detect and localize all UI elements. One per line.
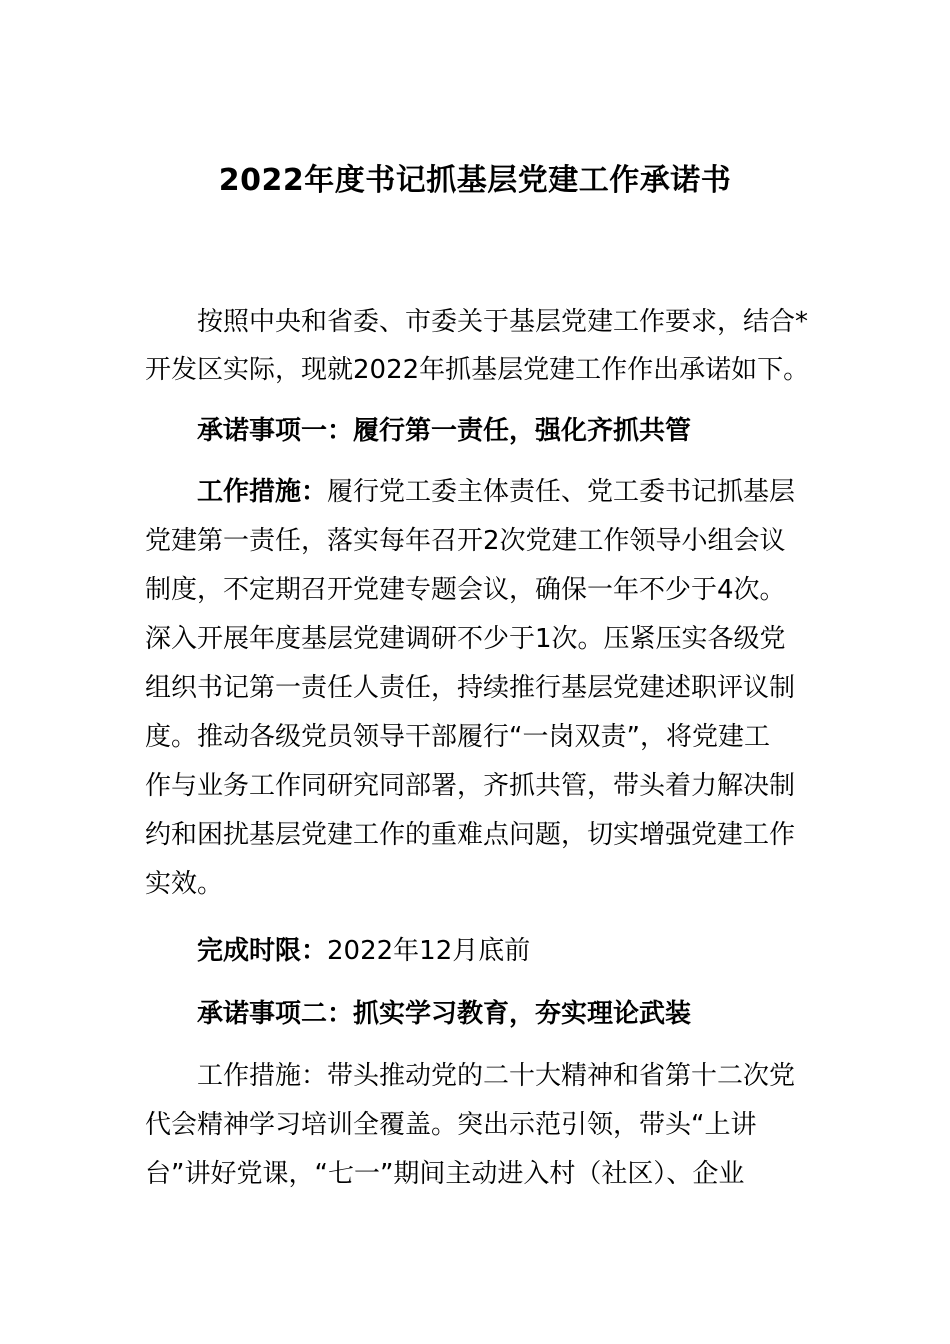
item1-deadline: [197, 927, 810, 975]
item1-measures-text-1: 履行党工委主体责任、党工委书记抓基层: [327, 477, 796, 507]
item1-measures-line-3: 制度，不定期召开党建专题会议，确保一年不少于4次。: [145, 575, 786, 605]
item2-measures-line-1: 工作措施：带头推动党的二十大精神和省第十二次党: [197, 1061, 796, 1091]
item2-measures-line-2: 代会精神学习培训全覆盖。突出示范引领，带头“上讲: [145, 1110, 757, 1140]
item1-measures-line-6: 度。推动各级党员领导干部履行“一岗双责”，将党建工: [145, 722, 770, 752]
item1-measures-label: 工作措施：: [197, 477, 328, 507]
item1-measures-line-9: 实效。: [145, 869, 224, 899]
intro-line-1: 按照中央和省委、市委关于基层党建工作要求，结合*: [197, 307, 809, 337]
item1-measures-line-1: [197, 468, 810, 516]
item2-measures-line-3: 台”讲好党课，“七一”期间主动进入村（社区）、企业: [145, 1159, 745, 1189]
item1-deadline-label: 完成时限：: [197, 936, 328, 966]
item1-heading: 承诺事项一：履行第一责任，强化齐抓共管: [197, 416, 692, 446]
item1-measures-line-2: 党建第一责任，落实每年召开2次党建工作领导小组会议: [145, 526, 786, 556]
item2-heading: 承诺事项二：抓实学习教育，夯实理论武装: [197, 999, 692, 1029]
item1-measures-line-8: 约和困扰基层党建工作的重难点问题，切实增强党建工作: [145, 820, 796, 850]
item1-measures-line-5: 组织书记第一责任人责任，持续推行基层党建述职评议制: [145, 673, 796, 703]
item1-measures-line-7: 作与业务工作同研究同部署，齐抓共管，带头着力解决制: [145, 771, 796, 801]
item1-measures-line-4: 深入开展年度基层党建调研不少于1次。压紧压实各级党: [145, 624, 786, 654]
item1-deadline-value: 2022年12月底前: [327, 936, 531, 966]
intro-line-2: 开发区实际，现就2022年抓基层党建工作作出承诺如下。: [145, 355, 810, 385]
document-title: 2022年度书记抓基层党建工作承诺书: [218, 163, 732, 198]
